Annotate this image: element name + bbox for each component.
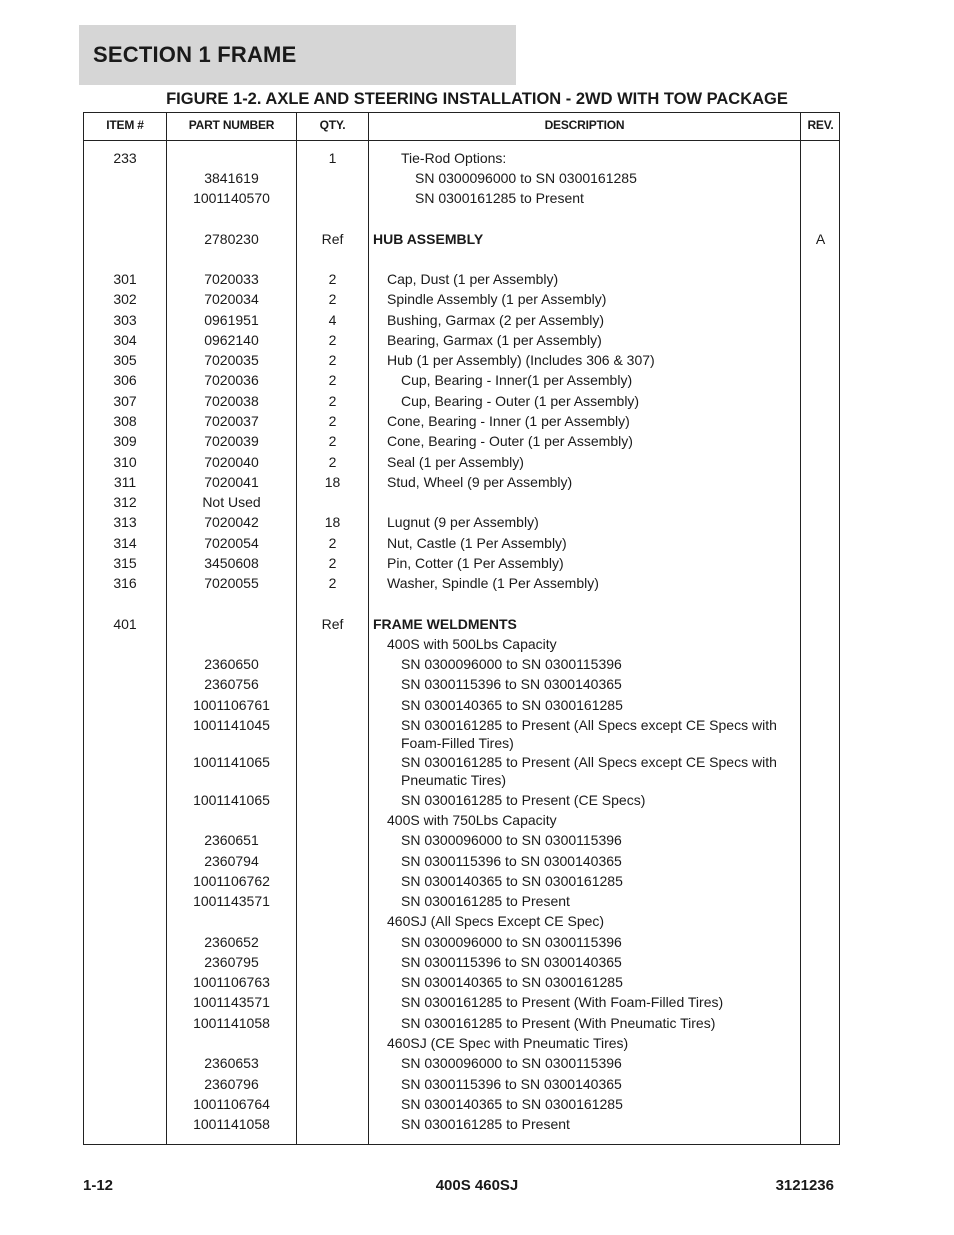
part-number: 7020036 xyxy=(204,372,259,388)
item-number: 306 xyxy=(113,372,137,388)
description: Cup, Bearing - Outer (1 per Assembly) xyxy=(401,393,640,409)
description: Washer, Spindle (1 Per Assembly) xyxy=(387,575,599,591)
part-number: 7020037 xyxy=(204,413,259,429)
description: SN 0300140365 to SN 0300161285 xyxy=(401,873,623,889)
description: Cup, Bearing - Inner(1 per Assembly) xyxy=(401,372,633,388)
quantity: 2 xyxy=(328,291,337,307)
quantity: 18 xyxy=(324,514,341,530)
item-number: 305 xyxy=(113,352,137,368)
part-number: 1001141065 xyxy=(193,754,270,770)
part-number: 2360756 xyxy=(204,676,259,692)
part-number: 1001106762 xyxy=(193,873,270,889)
part-number: 7020042 xyxy=(204,514,259,530)
quantity: 2 xyxy=(328,555,337,571)
item-number: 301 xyxy=(113,271,137,287)
description: SN 0300096000 to SN 0300115396 xyxy=(401,934,622,950)
description: Cone, Bearing - Inner (1 per Assembly) xyxy=(387,413,630,429)
description: SN 0300096000 to SN 0300115396 xyxy=(401,832,622,848)
part-number: 1001140570 xyxy=(193,190,270,206)
description: Pin, Cotter (1 Per Assembly) xyxy=(387,555,564,571)
part-number: 1001106761 xyxy=(193,697,270,713)
description: SN 0300161285 to Present (With Foam-Filled Tires) xyxy=(401,994,724,1010)
revision: A xyxy=(815,231,826,247)
part-number: 2360650 xyxy=(204,656,259,672)
quantity: 2 xyxy=(328,332,337,348)
quantity: 4 xyxy=(328,312,337,328)
quantity: 2 xyxy=(328,372,337,388)
part-number: 0962140 xyxy=(204,332,259,348)
description: SN 0300140365 to SN 0300161285 xyxy=(401,697,623,713)
footer-doc-number: 3121236 xyxy=(775,1177,834,1194)
quantity: Ref xyxy=(321,616,344,632)
part-number: 7020054 xyxy=(204,535,259,551)
part-number: 0961951 xyxy=(204,312,259,328)
part-number: 7020055 xyxy=(204,575,259,591)
description: 400S with 750Lbs Capacity xyxy=(387,812,557,828)
parts-table xyxy=(83,112,840,1145)
part-number: 1001141045 xyxy=(193,717,270,733)
part-number: 7020041 xyxy=(204,474,259,490)
description: SN 0300161285 to Present xyxy=(415,190,584,206)
part-number: 3841619 xyxy=(204,170,259,186)
description: SN 0300096000 to SN 0300161285 xyxy=(415,170,637,186)
description: Tie-Rod Options: xyxy=(401,150,507,166)
header-description: DESCRIPTION xyxy=(544,118,625,132)
item-number: 311 xyxy=(113,474,137,490)
part-number: 7020033 xyxy=(204,271,259,287)
quantity: 2 xyxy=(328,454,337,470)
description: Nut, Castle (1 Per Assembly) xyxy=(387,535,567,551)
description: SN 0300096000 to SN 0300115396 xyxy=(401,1055,622,1071)
description: SN 0300161285 to Present xyxy=(401,893,570,909)
description: Stud, Wheel (9 per Assembly) xyxy=(387,474,573,490)
description: SN 0300161285 to Present (CE Specs) xyxy=(401,792,646,808)
description: Lugnut (9 per Assembly) xyxy=(387,514,539,530)
description: SN 0300115396 to SN 0300140365 xyxy=(401,954,622,970)
part-number: 3450608 xyxy=(204,555,259,571)
item-number: 316 xyxy=(113,575,137,591)
description: SN 0300140365 to SN 0300161285 xyxy=(401,1096,623,1112)
item-number: 310 xyxy=(113,454,137,470)
description: SN 0300140365 to SN 0300161285 xyxy=(401,974,623,990)
item-number: 302 xyxy=(113,291,137,307)
item-number: 401 xyxy=(113,616,137,632)
header-part-number: PART NUMBER xyxy=(188,118,275,132)
part-number: 1001106763 xyxy=(193,974,270,990)
part-number: 7020040 xyxy=(204,454,259,470)
quantity: 2 xyxy=(328,413,337,429)
description: 460SJ (All Specs Except CE Spec) xyxy=(387,913,605,929)
footer-page-number: 1-12 xyxy=(83,1177,114,1194)
item-number: 309 xyxy=(113,433,137,449)
item-number: 307 xyxy=(113,393,137,409)
description: Cone, Bearing - Outer (1 per Assembly) xyxy=(387,433,633,449)
quantity: 2 xyxy=(328,575,337,591)
part-number: 1001143571 xyxy=(193,994,270,1010)
quantity: 2 xyxy=(328,393,337,409)
section-title: SECTION 1 FRAME xyxy=(93,42,297,67)
description: SN 0300161285 to Present (All Specs except CE Specs with Foam-Filled Tires) xyxy=(401,717,777,751)
figure-title: FIGURE 1-2. AXLE AND STEERING INSTALLATION - 2WD WITH TOW PACKAGE xyxy=(166,90,788,108)
part-number: Not Used xyxy=(202,494,261,510)
part-number: 2360796 xyxy=(204,1076,259,1092)
item-number: 312 xyxy=(113,494,137,510)
part-number: 2360651 xyxy=(204,832,259,848)
description: SN 0300115396 to SN 0300140365 xyxy=(401,676,622,692)
part-number: 2360653 xyxy=(204,1055,259,1071)
quantity: 2 xyxy=(328,352,337,368)
quantity: Ref xyxy=(321,231,344,247)
description: SN 0300115396 to SN 0300140365 xyxy=(401,1076,622,1092)
part-number: 7020034 xyxy=(204,291,259,307)
item-number: 313 xyxy=(113,514,137,530)
part-number: 2780230 xyxy=(204,231,259,247)
item-number: 304 xyxy=(113,332,137,348)
description: SN 0300096000 to SN 0300115396 xyxy=(401,656,622,672)
part-number: 1001141065 xyxy=(193,792,270,808)
description: SN 0300161285 to Present (All Specs except CE Specs with Pneumatic Tires) xyxy=(401,754,777,788)
item-number: 315 xyxy=(113,555,137,571)
description: HUB ASSEMBLY xyxy=(373,231,484,247)
description: Bearing, Garmax (1 per Assembly) xyxy=(387,332,602,348)
part-number: 7020039 xyxy=(204,433,259,449)
quantity: 18 xyxy=(324,474,341,490)
description: Hub (1 per Assembly) (Includes 306 & 307) xyxy=(387,352,655,368)
description: Spindle Assembly (1 per Assembly) xyxy=(387,291,607,307)
description: SN 0300161285 to Present xyxy=(401,1116,570,1132)
description: 460SJ (CE Spec with Pneumatic Tires) xyxy=(387,1035,629,1051)
description: Seal (1 per Assembly) xyxy=(387,454,524,470)
part-number: 1001141058 xyxy=(193,1015,270,1031)
quantity: 2 xyxy=(328,535,337,551)
description: 400S with 500Lbs Capacity xyxy=(387,636,557,652)
header-qty: QTY. xyxy=(319,118,346,132)
description: FRAME WELDMENTS xyxy=(373,616,517,632)
part-number: 1001106764 xyxy=(193,1096,270,1112)
description: Cap, Dust (1 per Assembly) xyxy=(387,271,559,287)
item-number: 233 xyxy=(113,150,137,166)
part-number: 1001141058 xyxy=(193,1116,270,1132)
part-number: 7020035 xyxy=(204,352,259,368)
section-banner xyxy=(79,25,516,85)
quantity: 2 xyxy=(328,433,337,449)
header-item: ITEM # xyxy=(106,118,144,132)
part-number: 7020038 xyxy=(204,393,259,409)
description: Bushing, Garmax (2 per Assembly) xyxy=(387,312,605,328)
item-number: 314 xyxy=(113,535,137,551)
table-header xyxy=(84,113,839,141)
part-number: 2360795 xyxy=(204,954,259,970)
item-number: 303 xyxy=(113,312,137,328)
quantity: 1 xyxy=(328,150,337,166)
table-body xyxy=(84,140,839,1144)
description: SN 0300161285 to Present (With Pneumatic Tires) xyxy=(401,1015,716,1031)
quantity: 2 xyxy=(328,271,337,287)
part-number: 2360794 xyxy=(204,853,259,869)
part-number: 2360652 xyxy=(204,934,259,950)
item-number: 308 xyxy=(113,413,137,429)
description: SN 0300115396 to SN 0300140365 xyxy=(401,853,622,869)
header-rev: REV. xyxy=(807,118,834,132)
footer-model: 400S 460SJ xyxy=(435,1177,519,1194)
part-number: 1001143571 xyxy=(193,893,270,909)
